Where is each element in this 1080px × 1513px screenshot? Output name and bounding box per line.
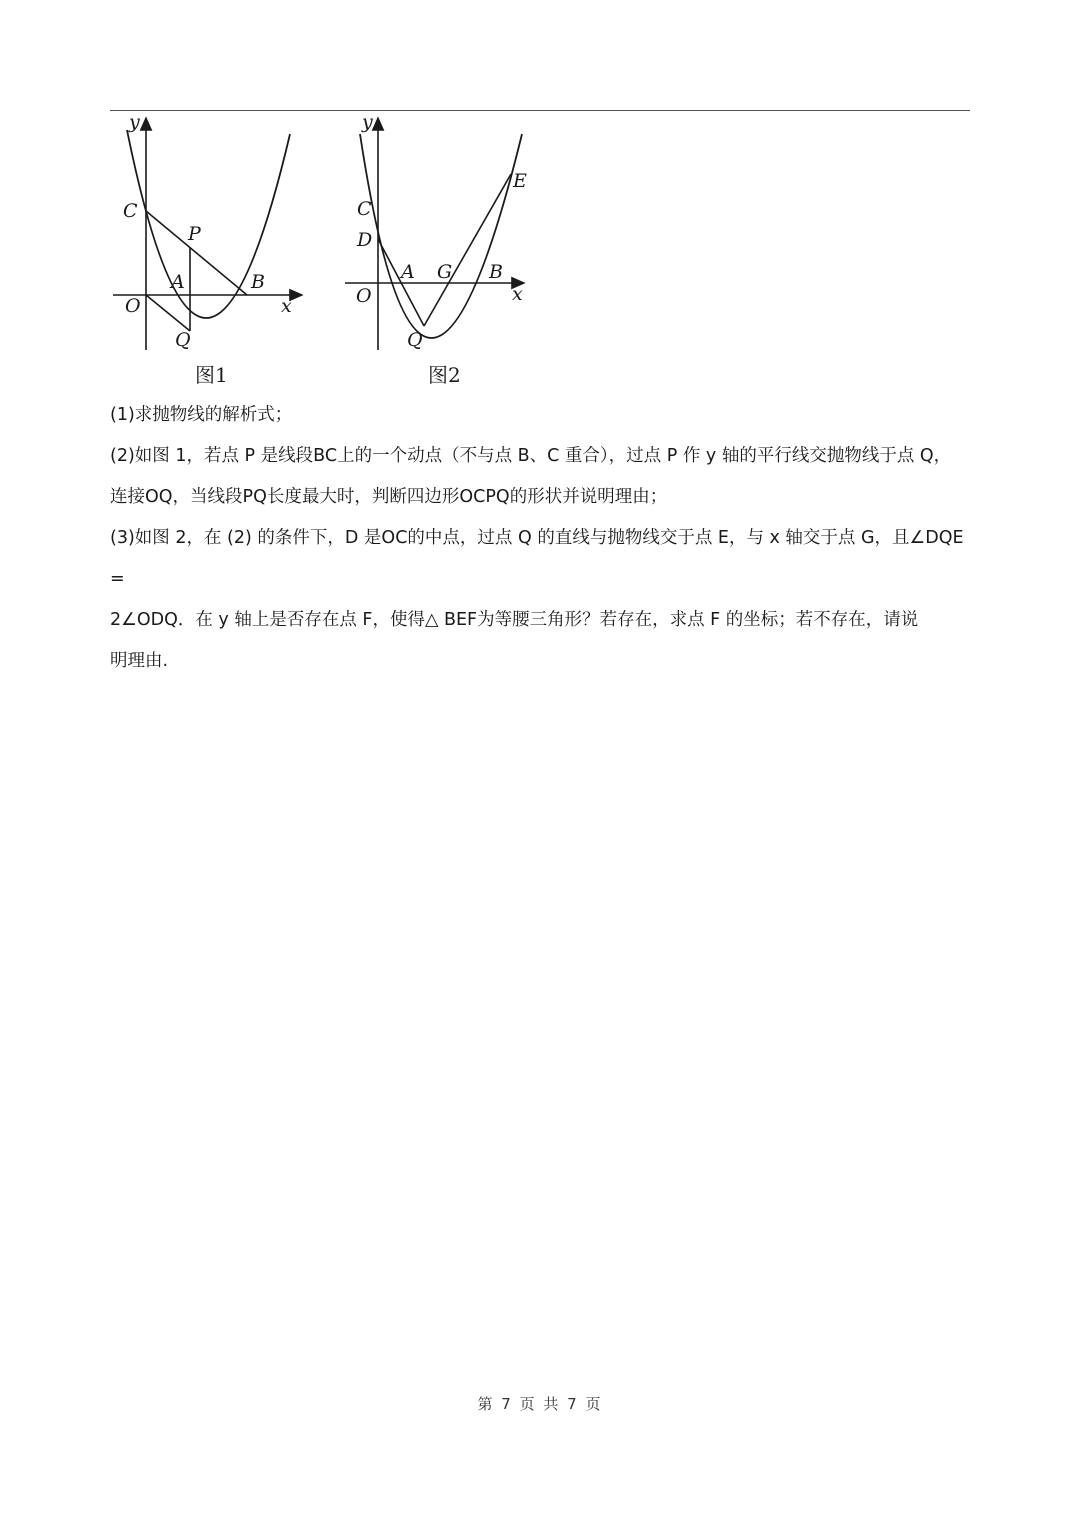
label-x: x: [512, 283, 523, 305]
figure-1-caption: 图1: [195, 363, 228, 387]
segment-oq: [146, 295, 190, 331]
figure-1: [105, 112, 325, 357]
question-3-line-1: (3)如图 2，在 (2) 的条件下，D 是OC的中点，过点 Q 的直线与抛物线交于点 E，与 x 轴交于点 G，且∠DQE =: [110, 528, 964, 589]
figure-2-caption: 图2: [428, 363, 461, 387]
label-q: Q: [407, 329, 423, 351]
label-a: A: [401, 261, 415, 283]
parabola: [360, 134, 522, 338]
question-1: (1)求抛物线的解析式；: [110, 405, 293, 425]
question-3-line-3: 明理由.: [110, 651, 169, 671]
label-x: x: [281, 295, 292, 317]
label-b: B: [489, 261, 503, 283]
label-d: D: [357, 229, 373, 251]
label-o: O: [125, 295, 141, 317]
page-footer: 第 7 页 共 7 页: [477, 1395, 603, 1413]
question-3-line-2: 2∠ODQ．在 y 轴上是否存在点 F，使得△ BEF为等腰三角形？若存在，求点 F 的坐标；若不存在，请说: [110, 610, 919, 630]
label-o: O: [356, 285, 372, 307]
label-e: E: [513, 170, 527, 192]
label-y: y: [129, 112, 140, 133]
label-a: A: [171, 271, 185, 293]
label-p: P: [188, 223, 201, 245]
question-text: [110, 395, 970, 682]
label-b: B: [251, 271, 265, 293]
parabola: [127, 130, 290, 318]
top-rule: [110, 110, 970, 111]
label-y: y: [362, 112, 373, 133]
figure-2: [340, 112, 540, 357]
label-c: C: [357, 198, 372, 220]
segment-qe: [424, 174, 511, 326]
question-2-line-2: 连接OQ，当线段PQ长度最大时，判断四边形OCPQ的形状并说明理由；: [110, 487, 668, 507]
label-g: G: [437, 261, 453, 283]
label-c: C: [123, 200, 138, 222]
label-q: Q: [175, 329, 191, 351]
question-2-line-1: (2)如图 1，若点 P 是线段BC上的一个动点（不与点 B、C 重合），过点 P 作 y 轴的平行线交抛物线于点 Q，: [110, 446, 952, 466]
